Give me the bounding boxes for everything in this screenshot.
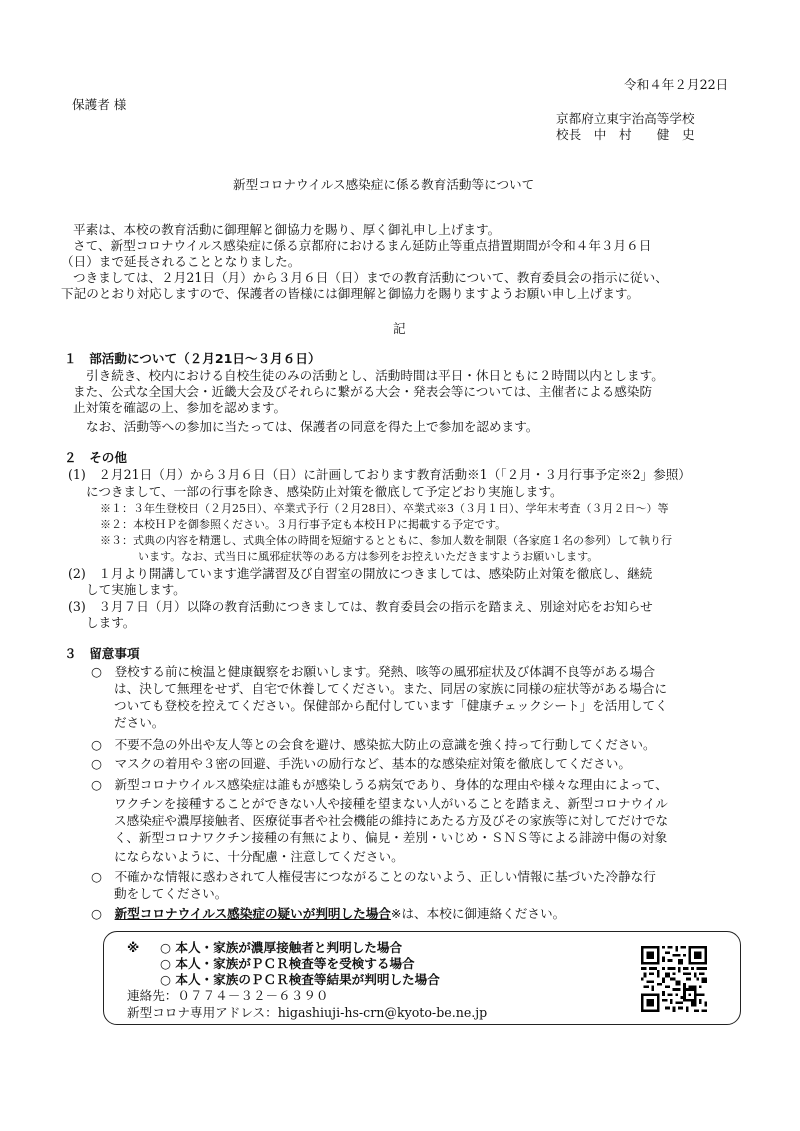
intro-line: 平素は、本校の教育活動に御理解と御協力を賜り、厚く御礼申し上げます。: [73, 222, 501, 237]
section3-line: ださい。: [114, 715, 165, 730]
section3-line: ○ 新型コロナウイルス感染症は誰もが感染しうる病気であり、身体的な理由や様々な理由によって、: [91, 777, 668, 792]
bullet: ○: [91, 906, 115, 921]
document-title: 新型コロナウイルス感染症に係る教育活動等について: [233, 177, 535, 192]
document-date: 令和４年２月22日: [624, 77, 729, 92]
section2-note: ※２：本校ＨＰを御参照ください。３月行事予定も本校ＨＰに掲載する予定です。: [100, 518, 507, 531]
intro-line: さて、新型コロナウイルス感染症に係る京都府におけるまん延防止等重点措置期間が令和４年３月６日: [73, 238, 652, 253]
section3-line: 動をしてください。: [114, 886, 228, 901]
principal-name: 校長 中 村 健 史: [556, 127, 695, 142]
section3-line: ○ 不確かな情報に惑わされて人権侵害につながることのないよう、正しい情報に基づいた冷静な行: [91, 869, 656, 884]
section2-item: (3) ３月７日（月）以降の教育活動につきましては、教育委員会の指示を踏まえ、別途対応をお知らせ: [68, 599, 653, 614]
intro-line: 下記のとおり対応しますので、保護者の皆様には御理解と御協力を賜りますようお願い申し上げます。: [61, 286, 640, 301]
section3-line: ○ マスクの着用や３密の回避、手洗いの励行など、基本的な感染症対策を徹底してください。: [91, 756, 631, 771]
school-name: 京都府立東宇治高等学校: [556, 111, 695, 126]
section2-item: します。: [86, 615, 136, 630]
ki-marker: 記: [393, 321, 406, 336]
section1-line: また、公式な全国大会・近畿大会及びそれらに繋がる大会・発表会等については、主催者による感染防: [73, 384, 653, 399]
section3-line: ワクチンを接種することができない人や接種を望まない人がいることを踏まえ、新型コロナウイル: [114, 796, 668, 811]
section2-note: います。なお、式当日に風邪症状等のある方は参列をお控えいただきますようお願いします。: [138, 550, 599, 563]
section3-line: にならないように、十分配慮・注意してください。: [114, 849, 404, 864]
section3-line: く、新型コロナワクチン接種の有無により、偏見・差別・いじめ・ＳＮＳ等による誹謗中傷の対象: [114, 830, 668, 845]
suspected-case-label: 新型コロナウイルス感染症の疑いが判明した場合: [114, 906, 391, 921]
section2-item: (1) ２月21日（月）から３月６日（日）に計画しております教育活動※1（「２月・３月行事予定※2」参照）: [68, 467, 691, 482]
intro-line: （日）まで延長されることとなりました。: [61, 254, 301, 269]
section1-line: 止対策を確認の上、参加を認めます。: [73, 400, 287, 415]
last-line-suffix: ※は、本校に御連絡ください。: [390, 906, 566, 921]
box-note-mark: ※: [127, 940, 140, 955]
section3-heading: ３ 留意事項: [64, 646, 140, 661]
section2-item: につきまして、一部の行事を除き、感染防止対策を徹底して予定どおり実施します。: [86, 484, 563, 499]
section2-note: ※１：３年生登校日（２月25日）、卒業式予行（２月28日）、卒業式※3（３月１日）、学年末考査（３月２日～）等: [100, 502, 669, 515]
contact-phone: 連絡先：０７７４－３２－６３９０: [127, 988, 329, 1003]
section3-line: ス感染症や濃厚接触者、医療従事者や社会機能の維持にあたる方及びその家族等に対してだけでな: [114, 813, 669, 828]
section2-item: して実施します。: [86, 582, 186, 597]
section2-heading: ２ その他: [64, 450, 127, 465]
recipient-line: 保護者 様: [72, 97, 127, 112]
section2-item: (2) １月より開講しています進学講習及び自習室の開放につきましては、感染防止対策を徹底し、継続: [68, 566, 653, 581]
section2-note: ※３：式典の内容を精選し、式典全体の時間を短縮するとともに、参加人数を制限（各家庭１名の参列）して執り行: [100, 534, 672, 547]
intro-line: つきましては、２月21日（月）から３月６日（日）までの教育活動について、教育委員会の指示に従い、: [73, 270, 668, 285]
box-item: ○ 本人・家族が濃厚接触者と判明した場合: [160, 940, 403, 955]
qr-code-icon[interactable]: [641, 946, 707, 1012]
section3-line: ○ 登校する前に検温と健康観察をお願いします。発熱、咳等の風邪症状及び体調不良等がある場合: [91, 664, 656, 679]
section1-line: なお、活動等への参加に当たっては、保護者の同意を得た上で参加を認めます。: [86, 419, 539, 434]
contact-email[interactable]: 新型コロナ専用アドレス：higashiuji-hs-crn@kyoto-be.ne.jp: [127, 1005, 488, 1020]
section3-last-line: [91, 906, 565, 922]
box-item: ○ 本人・家族のＰＣＲ検査等結果が判明した場合: [160, 972, 440, 987]
section3-line: ○ 不要不急の外出や友人等との会食を避け、感染拡大防止の意識を強く持って行動してください。: [91, 737, 656, 752]
section3-line: は、決して無理をせず、自宅で休養してください。また、同居の家族に同様の症状等がある場合に: [114, 681, 668, 696]
section1-heading: １ 部活動について（２月21日～３月６日）: [64, 351, 321, 366]
section3-line: ついても登校を控えてください。保健部から配付しています「健康チェックシート」を活用してく: [114, 698, 668, 713]
section1-line: 引き続き、校内における自校生徒のみの活動とし、活動時間は平日・休日ともに２時間以内とします。: [86, 368, 664, 383]
box-item: ○ 本人・家族がＰＣＲ検査等を受検する場合: [160, 956, 415, 971]
